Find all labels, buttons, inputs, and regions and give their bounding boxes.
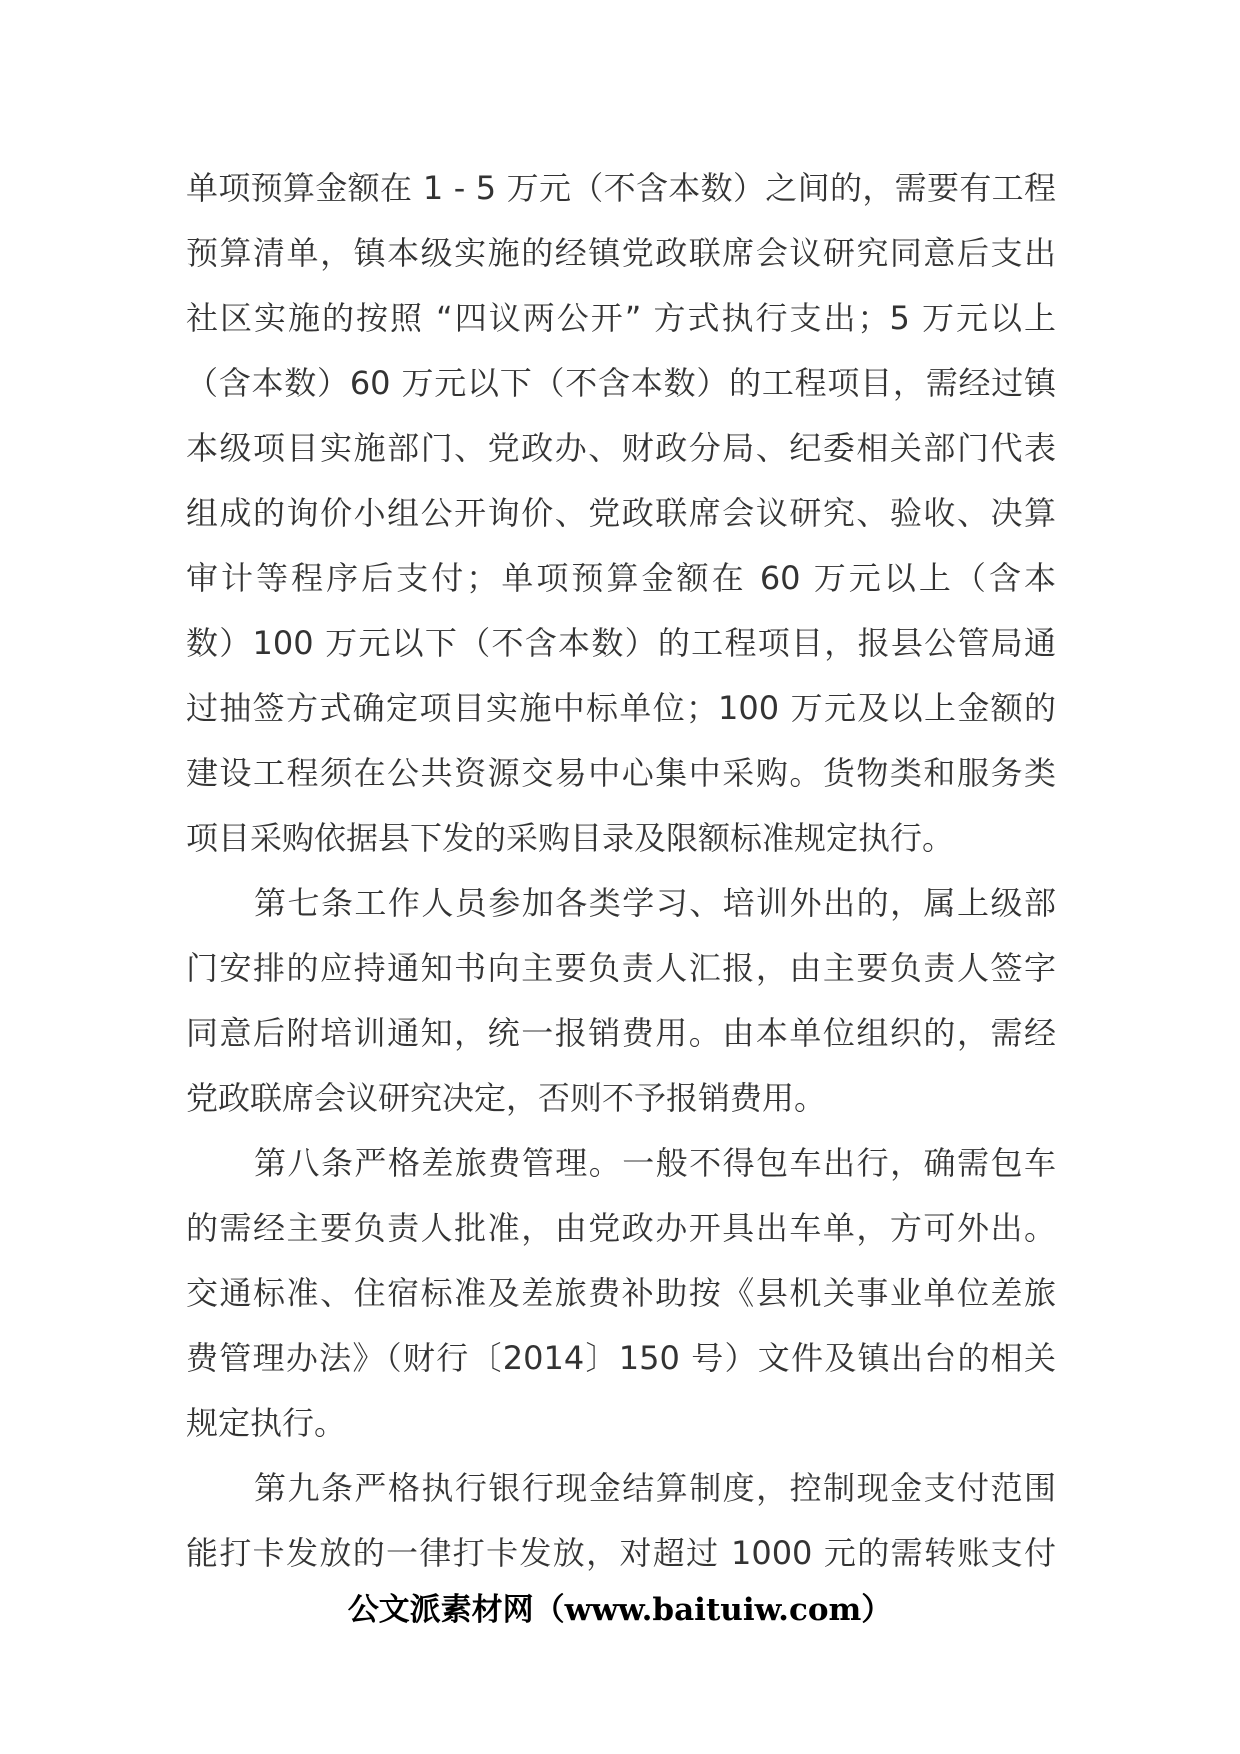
text-line: 规定执行。: [186, 1404, 347, 1442]
article-9-first-line: 第九条严格执行银行现金结算制度，控制现金支付范围: [254, 1469, 1056, 1507]
article-7-first-line: 第七条工作人员参加各类学习、培训外出的，属上级部: [254, 884, 1056, 922]
text-line: 本级项目实施部门、党政办、财政分局、纪委相关部门代表: [186, 429, 1056, 467]
text-line: 单项预算金额在 1 - 5 万元（不含本数）之间的，需要有工程: [186, 169, 1056, 207]
text-line: 交通标准、住宿标准及差旅费补助按《县机关事业单位差旅: [186, 1274, 1056, 1312]
text-line: 费管理办法》（财行〔2014〕150 号）文件及镇出台的相关: [186, 1339, 1056, 1377]
text-line: 组成的询价小组公开询价、党政联席会议研究、验收、决算: [186, 494, 1056, 532]
text-line: 审计等程序后支付；单项预算金额在 60 万元以上（含本: [186, 559, 1056, 597]
text-line: （含本数）60 万元以下（不含本数）的工程项目，需经过镇: [186, 364, 1056, 402]
text-line: 能打卡发放的一律打卡发放，对超过 1000 元的需转账支付: [186, 1534, 1056, 1572]
text-line: 社区实施的按照 “四议两公开” 方式执行支出；5 万元以上: [186, 299, 1056, 337]
text-line: 过抽签方式确定项目实施中标单位；100 万元及以上金额的: [186, 689, 1056, 727]
text-line: 同意后附培训通知，统一报销费用。由本单位组织的，需经: [186, 1014, 1056, 1052]
footer-watermark: 公文派素材网（www.baituiw.com）: [347, 1592, 893, 1628]
article-8-first-line: 第八条严格差旅费管理。一般不得包车出行，确需包车: [254, 1144, 1056, 1182]
text-line: 预算清单，镇本级实施的经镇党政联席会议研究同意后支出: [186, 234, 1056, 272]
text-line: 门安排的应持通知书向主要负责人汇报，由主要负责人签字: [186, 949, 1056, 987]
text-line: 党政联席会议研究决定，否则不予报销费用。: [186, 1079, 827, 1117]
text-line: 项目采购依据县下发的采购目录及限额标准规定执行。: [186, 819, 955, 857]
text-line: 数）100 万元以下（不含本数）的工程项目，报县公管局通: [186, 624, 1056, 662]
text-line: 建设工程须在公共资源交易中心集中采购。货物类和服务类: [186, 754, 1056, 792]
text-line: 的需经主要负责人批准，由党政办开具出车单，方可外出。: [186, 1209, 1056, 1247]
document-body: [186, 156, 1056, 1586]
